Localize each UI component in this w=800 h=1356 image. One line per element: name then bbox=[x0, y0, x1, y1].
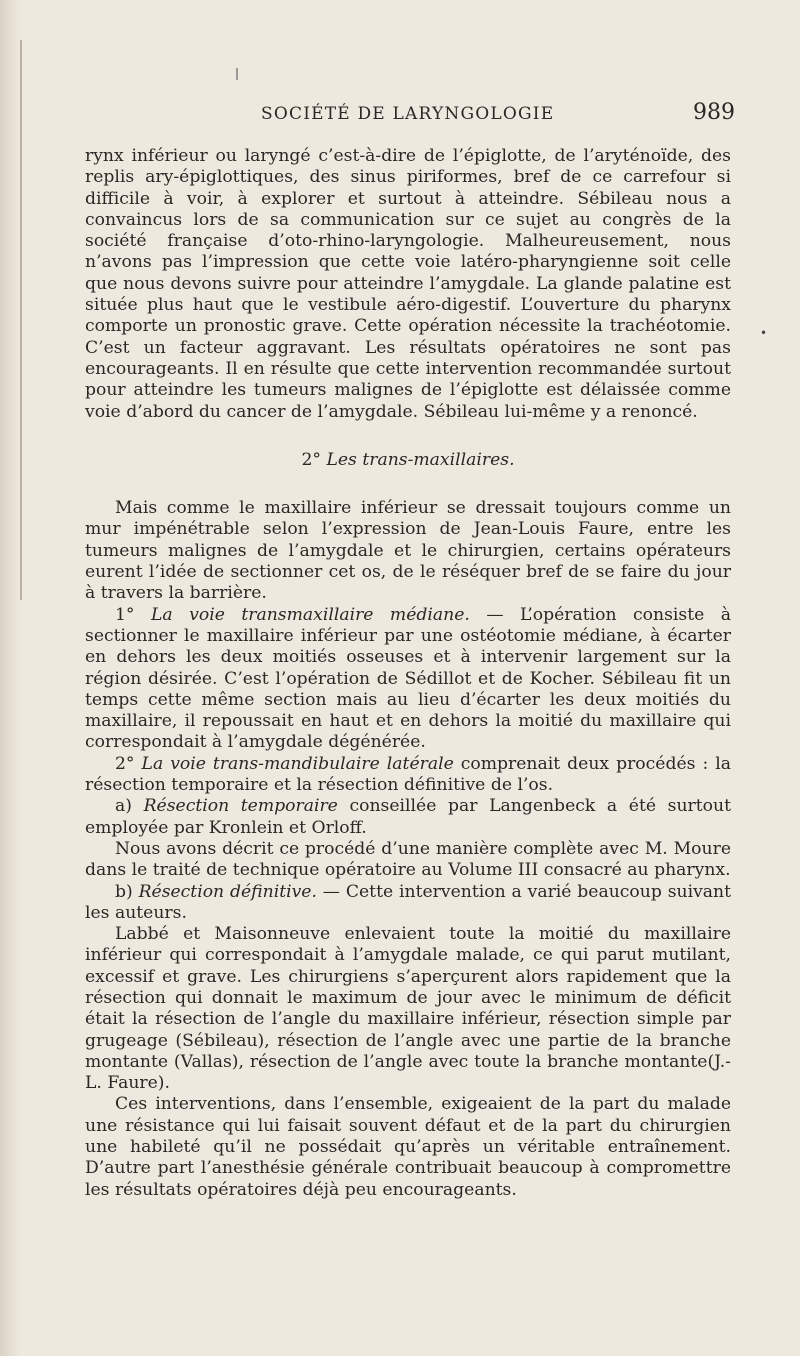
section-number: 2° bbox=[301, 449, 327, 470]
margin-bullet: • bbox=[760, 326, 768, 340]
binding-edge bbox=[20, 40, 22, 600]
item-letter: a) bbox=[115, 796, 144, 817]
item-number: 1° bbox=[115, 604, 152, 625]
item-text: comprenait deux procédés : la résection temporaire et la résection définitive de l’os. bbox=[85, 753, 731, 796]
paragraph-median-route bbox=[85, 605, 731, 754]
page-gutter bbox=[0, 0, 22, 1356]
paragraph-temporary-resection bbox=[85, 796, 731, 839]
paragraph: Ces interventions, dans l’ensemble, exigeaient de la part du malade une résistance qui lui faisait souvent défaut et de la part du chirurgien une habileté qu’il ne possédait qu’après un véritable entraînement. D’autre part l’anesthésie générale contribuait beaucoup à compromettre les résultats opératoires déjà peu encourageants. bbox=[85, 1094, 731, 1200]
paragraph: Labbé et Maisonneuve enlevaient toute la moitié du maxillaire inférieur qui correspondait à l’amygdale malade, ce qui parut mutilant, excessif et grave. Les chirurgiens s’aperçurent alors rapidement que la résection qui donnait le maximum de jour avec le minimum de déficit était la résection de l’angle du maxillaire inférieur, résection simple par grugeage (Sébileau), résection de l’angle avec une partie de la branche montante (Vallas), résection de l’angle avec toute la branche montante(J.-L. Faure). bbox=[85, 924, 731, 1094]
paragraph: Nous avons décrit ce procédé d’une manière complète avec M. Moure dans le traité de technique opératoire au Volume III consacré au pharynx. bbox=[85, 838, 731, 881]
paragraph-definitive-resection bbox=[85, 882, 731, 925]
section-heading bbox=[85, 450, 731, 471]
item-letter: b) bbox=[115, 881, 139, 902]
item-title: Résection définitive. bbox=[138, 881, 317, 902]
page-number: 989 bbox=[693, 100, 735, 125]
paragraph-lateral-route bbox=[85, 754, 731, 797]
print-mark bbox=[236, 68, 238, 80]
running-head bbox=[85, 100, 735, 130]
paragraph: Mais comme le maxillaire inférieur se dressait toujours comme un mur impénétrable selon l’expression de Jean-Louis Faure, entre les tumeurs malignes de l’amygdale et le chirurgien, certains opérateurs eurent l’idée de sectionner cet os, de le réséquer bref de se faire du jour à travers la barrière. bbox=[85, 498, 731, 604]
paragraph-continuation: rynx inférieur ou laryngé c’est-à-dire de l’épiglotte, de l’aryténoïde, des replis ary-épiglottiques, des sinus piriformes, bref de ce carrefour si difficile à voir, à explorer et surtout à atteindre. Sébileau nous a convaincus lors de sa communication sur ce sujet au congrès de la société française d’oto-rhino-laryngologie. Malheureusement, nous n’avons pas l’impression que cette voie latéro-pharyngienne soit celle que nous devons suivre pour atteindre l’amygdale. La glande palatine est située plus haut que le vestibule aéro-digestif. L’ouverture du pharynx comporte un pronostic grave. Cette opération nécessite la trachéotomie. C’est un facteur aggravant. Les résultats opératoires ne sont pas encourageants. Il en résulte que cette intervention recommandée surtout pour atteindre les tumeurs malignes de l’épiglotte est délaissée comme voie d’abord du cancer de l’amygdale. Sébileau lui-même y a renoncé. bbox=[85, 146, 731, 422]
item-title: La voie transmaxillaire médiane. bbox=[151, 604, 470, 625]
item-title: La voie trans-mandibulaire latérale bbox=[141, 753, 454, 774]
body-text bbox=[85, 146, 731, 1201]
section-title: Les trans-maxillaires. bbox=[326, 449, 515, 470]
running-title: SOCIÉTÉ DE LARYNGOLOGIE bbox=[261, 104, 555, 124]
item-title: Résection temporaire bbox=[143, 796, 338, 817]
item-text: — L’opération consiste à sectionner le maxillaire inférieur par une ostéotomie médiane, à écarter en dehors les deux moitiés osseuses et à intervenir largement sur la région désirée. C’est l’opération de Sédillot et de Kocher. Sébileau fit un temps cette même section mais au lieu d’écarter les deux moitiés du maxillaire, il repoussait en haut et en dehors la moitié du maxillaire qui correspondait à l’amygdale dégénérée. bbox=[85, 604, 731, 753]
item-text: conseillée par Langenbeck a été surtout employée par Kronlein et Orloff. bbox=[85, 796, 732, 838]
item-text: — Cette intervention a varié beaucoup suivant les auteurs. bbox=[85, 881, 732, 923]
item-number: 2° bbox=[115, 753, 142, 774]
